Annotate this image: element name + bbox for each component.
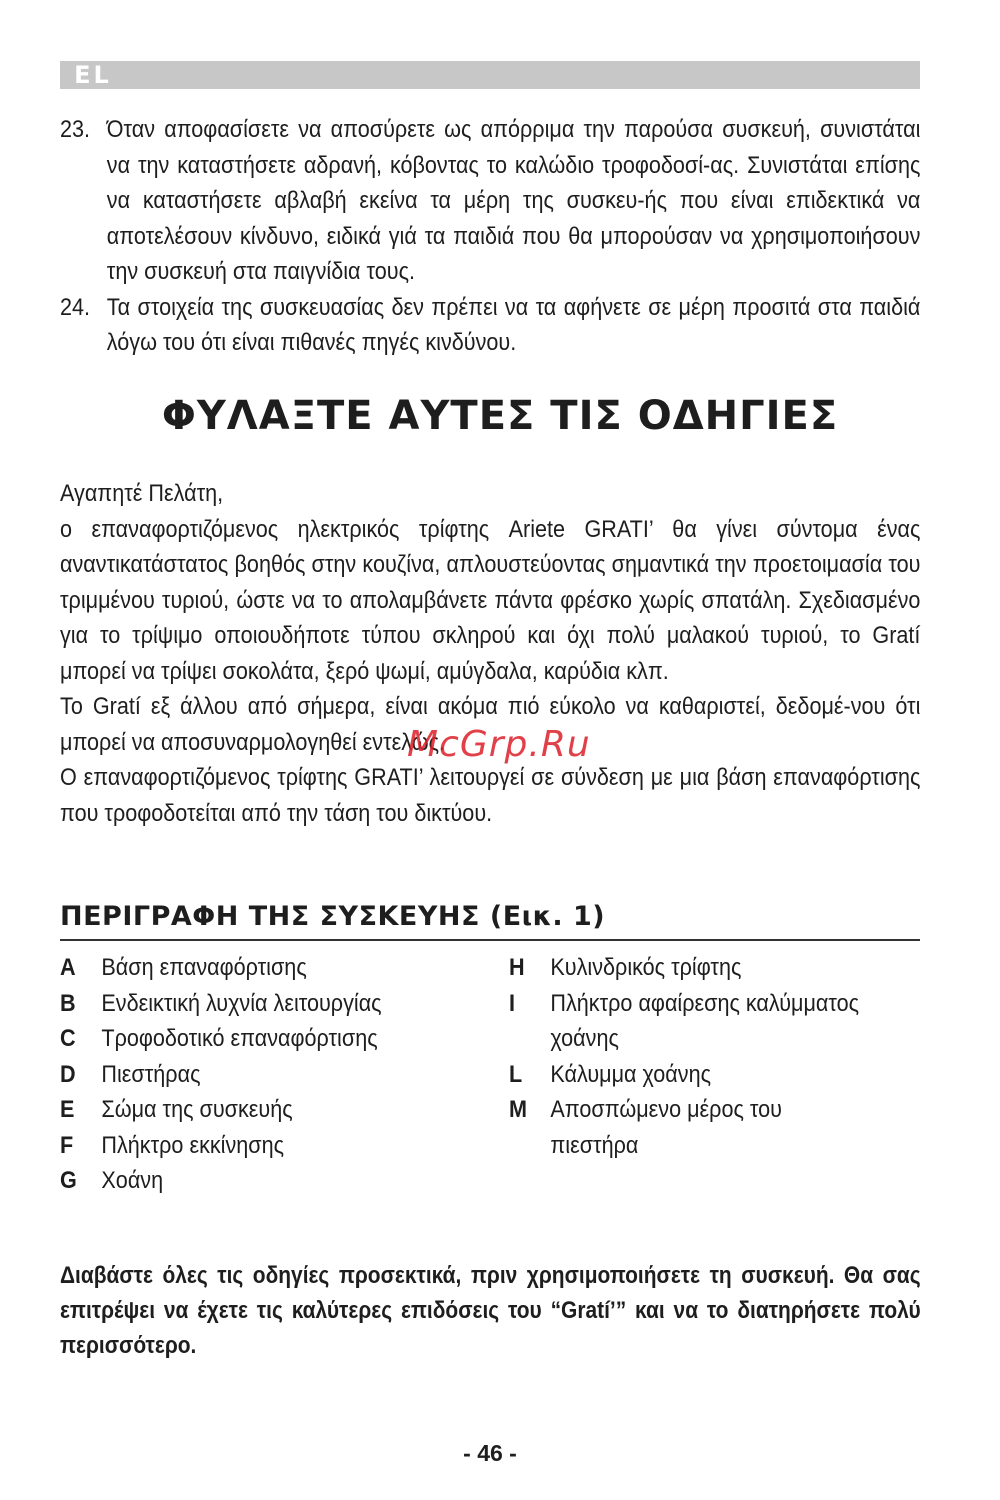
safety-item	[60, 290, 920, 361]
part-item	[60, 1163, 438, 1199]
language-code: EL	[74, 61, 112, 89]
part-letter: D	[60, 1060, 76, 1088]
part-label: Αποσπώμενο μέρος του πιεστήρα	[550, 1096, 782, 1159]
part-letter: L	[509, 1060, 523, 1088]
part-item	[60, 950, 438, 986]
page-number: - 46 -	[463, 1440, 517, 1466]
part-item	[60, 986, 438, 1022]
intro-paragraph: Ο επαναφορτιζόμενος τρίφτης GRATI’ λειτουργεί σε σύνδεση με μια βάση επαναφόρτισης που τροφοδοτείται από την τάση του δικτύου.	[60, 764, 921, 827]
part-item	[509, 950, 887, 986]
parts-list-right	[509, 950, 887, 1163]
part-item	[60, 1021, 438, 1057]
watermark: McGrp.Ru	[407, 724, 591, 765]
part-label: Τροφοδοτικό επαναφόρτισης	[101, 1025, 378, 1052]
greeting: Αγαπητέ Πελάτη,	[60, 480, 224, 507]
part-letter: C	[60, 1025, 76, 1052]
part-label: Πλήκτρο εκκίνησης	[101, 1131, 285, 1159]
part-label: Κάλυμμα χοάνης	[550, 1060, 711, 1088]
part-letter: H	[509, 954, 525, 981]
usage-note: Διαβάστε όλες τις οδηγίες προσεκτικά, πριν χρησιμοποιήσετε τη συσκευή. Θα σας επιτρέψει να έχετε τις καλύτερες επιδόσεις του “Gratí’” και να το διατηρήσετε πολύ περισσότερο.	[60, 1262, 921, 1359]
part-letter: A	[60, 954, 76, 981]
part-label: Πιεστήρας	[101, 1060, 201, 1088]
parts-list-left	[60, 950, 438, 1199]
part-item	[60, 1128, 438, 1164]
part-item	[509, 1092, 887, 1163]
safety-items-list	[60, 112, 920, 361]
safety-item	[60, 112, 920, 290]
item-number: 23.	[60, 116, 91, 143]
part-label: Ενδεικτική λυχνία λειτουργίας	[101, 989, 382, 1017]
page-title: ΦΥΛΑΞΤΕ ΑΥΤΕΣ ΤΙΣ ΟΔΗΓΙΕΣ	[161, 393, 839, 439]
part-letter: G	[60, 1167, 77, 1194]
section-heading: ΠΕΡΙΓΡΑΦΗ ΤΗΣ ΣΥΣΚΕΥΗΣ (Εικ. 1)	[60, 899, 920, 941]
part-item	[60, 1057, 438, 1093]
part-letter: B	[60, 989, 76, 1017]
part-label: Βάση επαναφόρτισης	[101, 954, 307, 981]
part-label: Κυλινδρικός τρίφτης	[550, 954, 742, 981]
intro-paragraph: Το Gratí εξ άλλου από σήμερα, είναι ακόμα πιό εύκολο να καθαριστεί, δεδομέ-νου ότι μπορεί να αποσυναρμολογηθεί εντελώς.	[60, 693, 921, 756]
part-letter: E	[60, 1096, 75, 1123]
language-bar	[60, 61, 920, 89]
part-label: Χοάνη	[101, 1167, 164, 1194]
part-label: Σώμα της συσκευής	[101, 1096, 293, 1123]
part-item	[509, 986, 887, 1057]
part-item	[509, 1057, 887, 1093]
part-letter: F	[60, 1131, 74, 1159]
part-letter: I	[509, 989, 516, 1017]
part-letter: M	[509, 1096, 527, 1123]
intro-paragraph: ο επαναφορτιζόμενος ηλεκτρικός τρίφτης Ariete GRATI’ θα γίνει σύντομα ένας αναντικατάστατος βοηθός στην κουζίνα, απλουστεύοντας σημαντικά την προετοιμασία του τριμμένου τυριού, ώστε να το απολαμβάνετε πάντα φρέσκο χωρίς σπατάλη. Σχεδιασμένο για το τρίψιμο οποιουδήποτε τύπου σκληρού και όχι πολύ μαλακού τυριού, το Gratí μπορεί να τρίψει σοκολάτα, ξερό ψωμί, αμύγδαλα, καρύδια κλπ.	[60, 515, 921, 685]
part-label: Πλήκτρο αφαίρεσης καλύμματος χοάνης	[550, 989, 860, 1052]
item-text: Τα στοιχεία της συσκευασίας δεν πρέπει να τα αφήνετε σε μέρη προσιτά στα παιδιά λόγω του ότι είναι πιθανές πηγές κινδύνου.	[106, 293, 921, 356]
intro-section	[60, 476, 920, 831]
part-item	[60, 1092, 438, 1128]
item-number: 24.	[60, 293, 91, 321]
item-text: Όταν αποφασίσετε να αποσύρετε ως απόρριμα την παρούσα συσκευή, συνιστάται να την καταστήσετε αδρανή, κόβοντας το καλώδιο τροφοδοσί-ας. Συνιστάται επίσης να καταστήσετε αβλαβή εκείνα τα μέρη της συσκευ-ής που είναι επιδεκτικά να αποτελέσουν κίνδυνο, ειδικά γιά τα παιδιά που θα μπορούσαν να χρησιμοποιήσουν την συσκευή στα παιγνίδια τους.	[106, 116, 921, 285]
